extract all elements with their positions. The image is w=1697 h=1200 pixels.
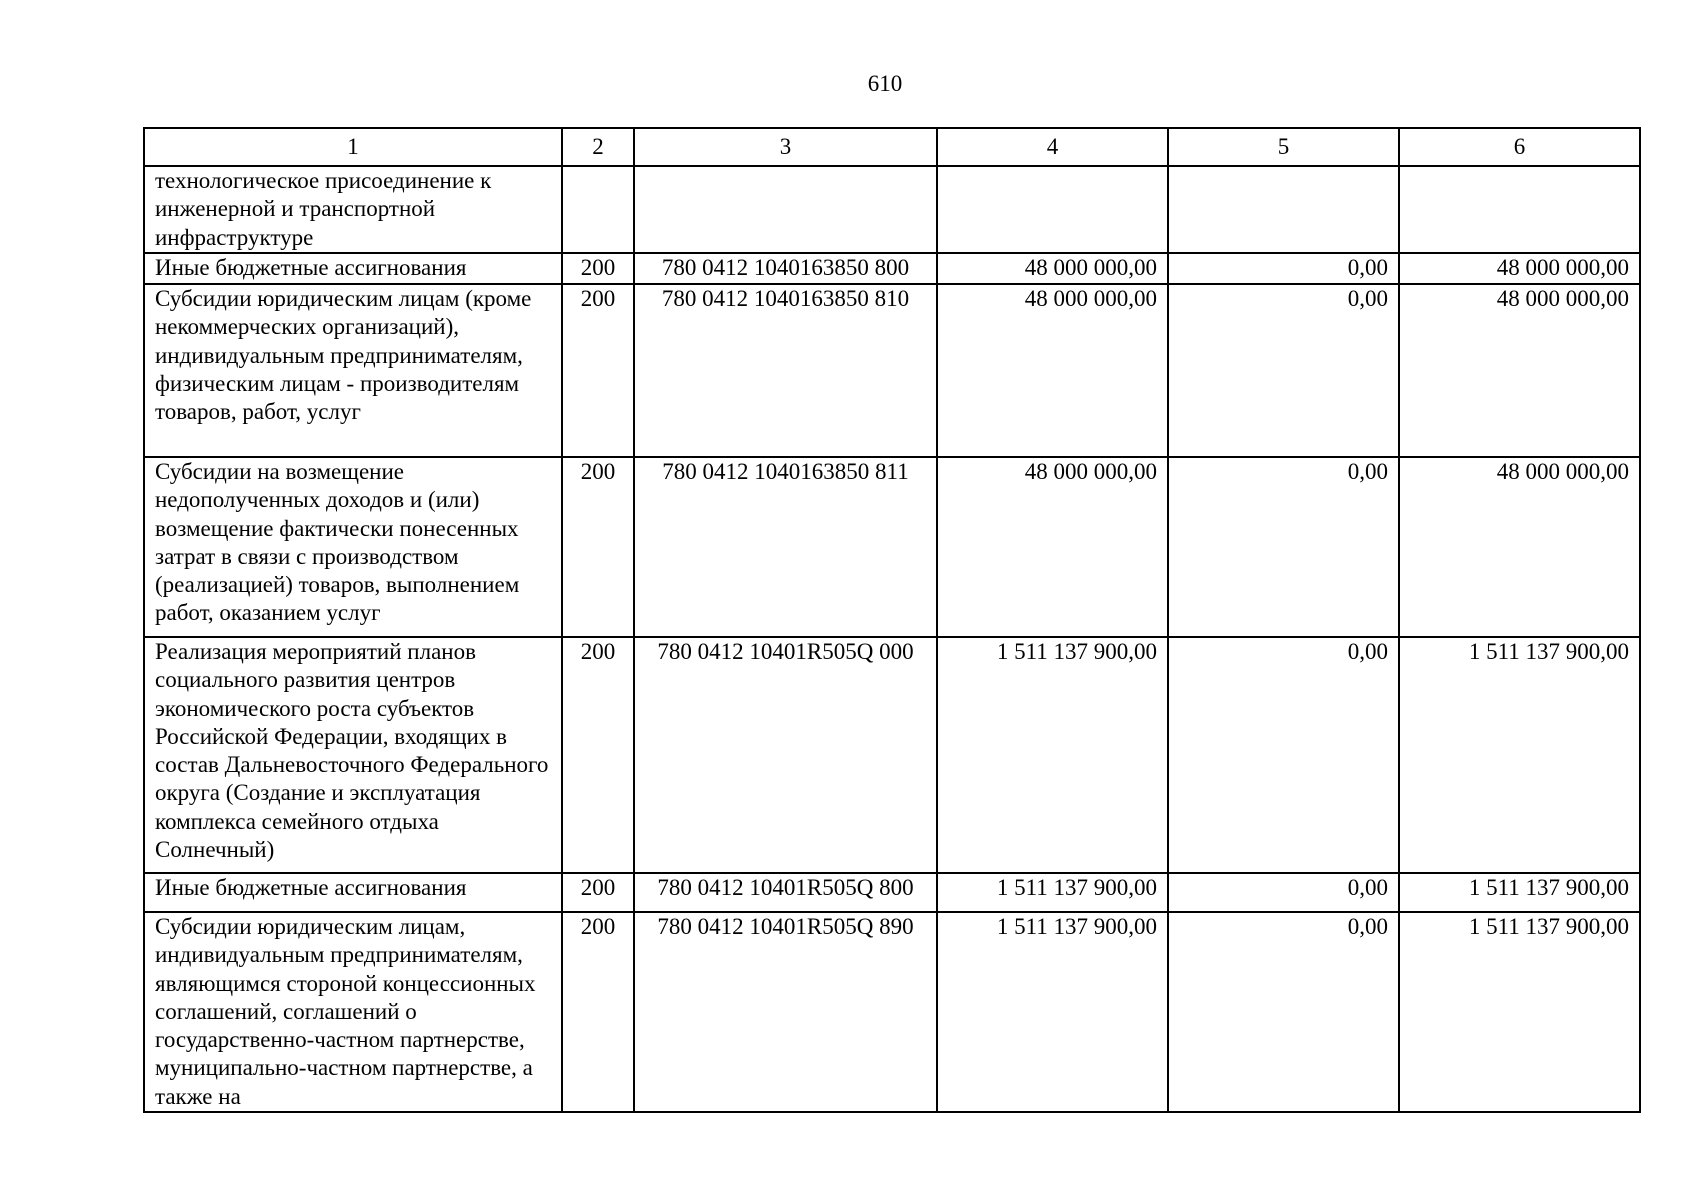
- row-name-cell: Реализация мероприятий планов социального развития центров экономического роста субъектов Российской Федерации, входящих в состав Дальневосточного Федерального округа (Создание и эксплуатация комплекса семейного отдыха Солнечный): [144, 637, 562, 873]
- row-amount-4-cell: 1 511 137 900,00: [937, 912, 1168, 1112]
- page-number: 610: [867, 71, 903, 96]
- row-amount-6-cell: [1399, 166, 1640, 253]
- row-ga-cell: 200: [562, 284, 634, 457]
- row-code-cell: [634, 166, 937, 253]
- row-amount-5-cell: 0,00: [1168, 637, 1399, 873]
- row-code-cell: 780 0412 10401R505Q 000: [634, 637, 937, 873]
- budget-table: [143, 127, 1641, 1113]
- row-amount-4-cell: 1 511 137 900,00: [937, 873, 1168, 912]
- row-code-cell: 780 0412 1040163850 800: [634, 253, 937, 284]
- table-row: [144, 637, 1640, 873]
- row-code-cell: 780 0412 1040163850 811: [634, 457, 937, 637]
- table-row: [144, 284, 1640, 457]
- row-amount-5-cell: 0,00: [1168, 284, 1399, 457]
- row-amount-5-cell: 0,00: [1168, 457, 1399, 637]
- row-code-cell: 780 0412 1040163850 810: [634, 284, 937, 457]
- row-amount-5-cell: 0,00: [1168, 912, 1399, 1112]
- header-row: [144, 128, 1640, 166]
- row-name-cell: технологическое присоединение к инженерной и транспортной инфраструктуре: [144, 166, 562, 253]
- row-amount-5-cell: 0,00: [1168, 253, 1399, 284]
- row-name-cell: Субсидии юридическим лицам (кроме некоммерческих организаций), индивидуальным предпринимателям, физическим лицам - производителям товаров, работ, услуг: [144, 284, 562, 457]
- row-amount-4-cell: 48 000 000,00: [937, 284, 1168, 457]
- row-code-cell: 780 0412 10401R505Q 890: [634, 912, 937, 1112]
- row-amount-4-cell: 48 000 000,00: [937, 253, 1168, 284]
- row-ga-cell: 200: [562, 457, 634, 637]
- row-name-cell: Субсидии юридическим лицам, индивидуальным предпринимателям, являющимся стороной концессионных соглашений, соглашений о государственно-частном партнерстве, муниципально-частном партнерстве, а также на: [144, 912, 562, 1112]
- column-header-1: 1: [144, 128, 562, 166]
- row-name-cell: Субсидии на возмещение недополученных доходов и (или) возмещение фактически понесенных затрат в связи с производством (реализацией) товаров, выполнением работ, оказанием услуг: [144, 457, 562, 637]
- row-amount-6-cell: 48 000 000,00: [1399, 253, 1640, 284]
- row-amount-5-cell: 0,00: [1168, 873, 1399, 912]
- row-ga-cell: 200: [562, 873, 634, 912]
- row-amount-4-cell: 1 511 137 900,00: [937, 637, 1168, 873]
- row-ga-cell: [562, 166, 634, 253]
- table-row: [144, 912, 1640, 1112]
- column-header-6: 6: [1399, 128, 1640, 166]
- column-header-4: 4: [937, 128, 1168, 166]
- row-amount-5-cell: [1168, 166, 1399, 253]
- column-header-2: 2: [562, 128, 634, 166]
- row-name-cell: Иные бюджетные ассигнования: [144, 253, 562, 284]
- row-amount-6-cell: 1 511 137 900,00: [1399, 873, 1640, 912]
- row-ga-cell: 200: [562, 253, 634, 284]
- table-row: [144, 166, 1640, 253]
- column-header-5: 5: [1168, 128, 1399, 166]
- row-ga-cell: 200: [562, 912, 634, 1112]
- column-header-3: 3: [634, 128, 937, 166]
- row-code-cell: 780 0412 10401R505Q 800: [634, 873, 937, 912]
- table-row: [144, 873, 1640, 912]
- row-amount-6-cell: 1 511 137 900,00: [1399, 912, 1640, 1112]
- row-amount-6-cell: 1 511 137 900,00: [1399, 637, 1640, 873]
- row-name-cell: Иные бюджетные ассигнования: [144, 873, 562, 912]
- row-amount-6-cell: 48 000 000,00: [1399, 457, 1640, 637]
- table-row: [144, 457, 1640, 637]
- table-row: [144, 253, 1640, 284]
- row-amount-4-cell: [937, 166, 1168, 253]
- row-amount-6-cell: 48 000 000,00: [1399, 284, 1640, 457]
- row-ga-cell: 200: [562, 637, 634, 873]
- row-amount-4-cell: 48 000 000,00: [937, 457, 1168, 637]
